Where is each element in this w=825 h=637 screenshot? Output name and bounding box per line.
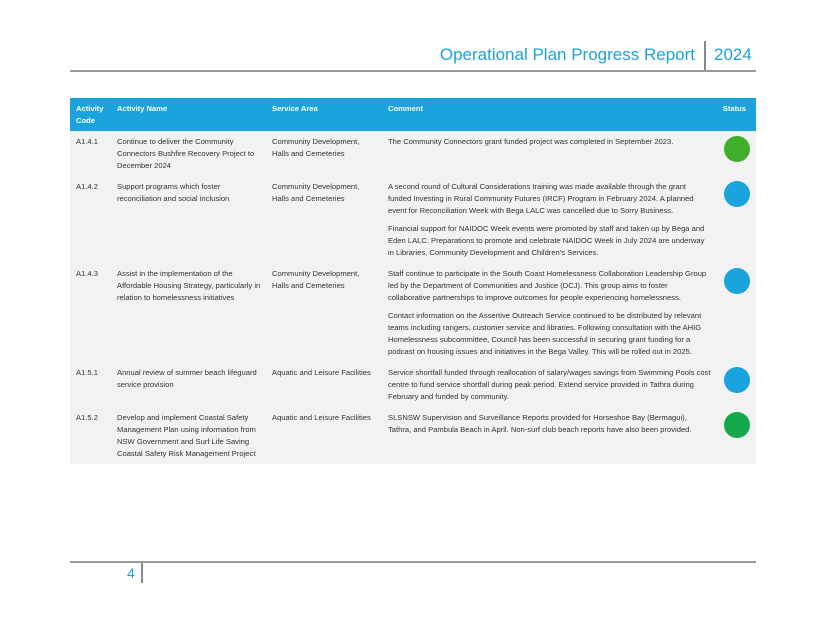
status-indicator-icon — [724, 412, 750, 438]
activity-name: Support programs which foster reconciliation and social inclusion — [111, 176, 266, 263]
activity-name: Continue to deliver the Community Connectors Bushfire Recovery Project to December 2024 — [111, 131, 266, 176]
col-header-service-area: Service Area — [266, 98, 382, 131]
service-area: Community Development, Halls and Cemeteries — [266, 176, 382, 263]
table-row — [70, 176, 756, 263]
comment — [382, 362, 715, 407]
comment — [382, 176, 715, 263]
status-cell — [715, 362, 756, 407]
header-rule — [70, 70, 756, 72]
status-indicator-icon — [724, 367, 750, 393]
col-header-activity-name: Activity Name — [111, 98, 266, 131]
comment — [382, 407, 715, 464]
report-year: 2024 — [714, 45, 752, 64]
status-cell — [715, 176, 756, 263]
report-title: Operational Plan Progress Report — [439, 45, 695, 64]
activity-code: A1.4.1 — [70, 131, 111, 176]
activity-code: A1.4.3 — [70, 263, 111, 362]
comment-paragraph: Staff continue to participate in the South Coast Homelessness Collaboration Leadership Group led by the Department of Communities and Justice (DCJ). This group aims to foster collaborative partnerships to improve outcomes for people experiencing homelessness. — [388, 269, 707, 302]
table-row — [70, 131, 756, 176]
table-row — [70, 362, 756, 407]
status-cell — [715, 131, 756, 176]
col-header-status: Status — [715, 98, 756, 131]
activity-name: Annual review of summer beach lifeguard service provision — [111, 362, 266, 407]
col-header-activity-code: Activity Code — [70, 98, 111, 131]
activity-code: A1.5.1 — [70, 362, 111, 407]
status-indicator-icon — [724, 268, 750, 294]
service-area: Community Development, Halls and Cemeteries — [266, 131, 382, 176]
table-row — [70, 407, 756, 464]
comment-paragraph: Contact information on the Assertive Outreach Service continued to be distributed by relevant teams including rangers, customer service and libraries. Following consultation with the AHIG Homelessness subcommittee, Council has been successful in securing grant funding for a podcast on housing issues and initiatives in the Bega Valley. This will be rolled out in 2025. — [388, 311, 702, 356]
service-area: Aquatic and Leisure Facilities — [266, 407, 382, 464]
activity-code: A1.5.2 — [70, 407, 111, 464]
service-area: Aquatic and Leisure Facilities — [266, 362, 382, 407]
comment-paragraph: A second round of Cultural Considerations training was made available through the grant funded Investing in Rural Community Futures (IRCF) Program in February 2024. A planned event for Reconciliation Week with Bega LALC was cancelled due to Sorry Business. — [388, 182, 694, 215]
status-indicator-icon — [724, 136, 750, 162]
progress-table — [70, 98, 756, 464]
footer-rule — [70, 561, 756, 563]
comment-paragraph: SLSNSW Supervision and Surveillance Reports provided for Horseshoe Bay (Bermagui), Tathra, and Pambula Beach in April. Non-surf club beach reports have also been provided. — [388, 413, 692, 434]
col-header-comment: Comment — [382, 98, 715, 131]
comment-paragraph: Financial support for NAIDOC Week events were promoted by staff and taken up by Bega and Eden LALC. Preparations to promote and celebrate NAIDOC Week in July 2024 are underway in Libraries, Community Development and Children's Services. — [388, 224, 705, 257]
service-area: Community Development, Halls and Cemeteries — [266, 263, 382, 362]
activity-name: Develop and implement Coastal Safety Management Plan using information from NSW Government and Surf Life Saving Coastal Safety Risk Management Project — [111, 407, 266, 464]
table-header-row — [70, 98, 756, 131]
status-indicator-icon — [724, 181, 750, 207]
status-cell — [715, 263, 756, 362]
comment-paragraph: Service shortfall funded through reallocation of salary/wages savings from Swimming Pools cost centre to fund service shortfall during peak period. Extend service provided in Tathra during February and funded by community. — [388, 368, 711, 401]
header-divider — [704, 41, 706, 71]
comment-paragraph: The Community Connectors grant funded project was completed in September 2023. — [388, 137, 674, 146]
status-cell — [715, 407, 756, 464]
activity-code: A1.4.2 — [70, 176, 111, 263]
page-number: 4 — [127, 565, 135, 581]
activity-name: Assist in the implementation of the Affordable Housing Strategy, particularly in relation to homelessness initiatives — [111, 263, 266, 362]
comment — [382, 131, 715, 176]
comment — [382, 263, 715, 362]
footer-divider — [141, 563, 143, 583]
table-row — [70, 263, 756, 362]
